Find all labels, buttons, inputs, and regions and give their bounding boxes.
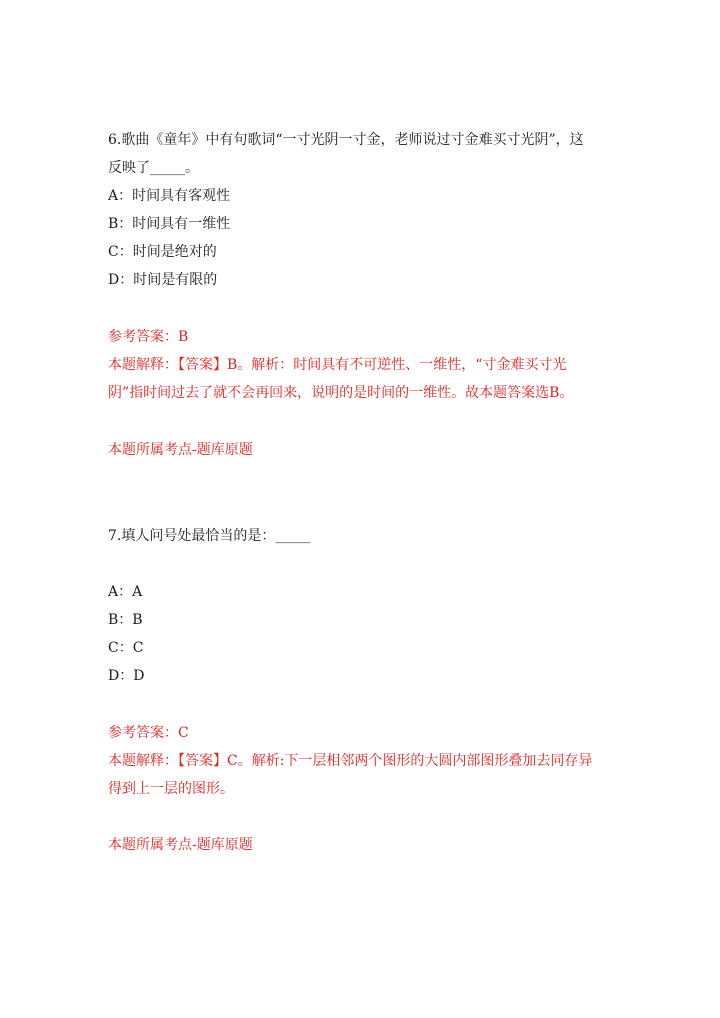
explanation-line: 本题解释：【答案】B。解析：时间具有不可逆性、一维性，“寸金难买寸光 [108,357,567,373]
option-b: B：时间具有一维性 [108,216,231,232]
option-a: A：时间具有客观性 [108,188,231,204]
question-source: 本题所属考点-题库原题 [108,837,253,853]
explanation-line: 本题解释：【答案】C。解析:下一层相邻两个图形的大圆内部图形叠加去同存异 [108,753,593,769]
question-stem-line: 7.填人问号处最恰当的是：_____ [108,528,311,544]
question-stem-line: 反映了_____。 [108,160,199,176]
explanation-line: 阴”指时间过去了就不会再回来，说明的是时间的一维性。故本题答案选B。 [108,385,574,401]
question-stem-line: 6.歌曲《童年》中有句歌词“一寸光阴一寸金，老师说过寸金难买寸光阴”，这 [108,132,584,148]
reference-answer: 参考答案：B [108,329,189,345]
option-c: C：C [108,640,144,656]
option-c: C：时间是绝对的 [108,244,217,260]
option-d: D：D [108,668,145,684]
option-b: B：B [108,612,143,628]
question-source: 本题所属考点-题库原题 [108,442,253,458]
option-a: A：A [108,584,143,600]
reference-answer: 参考答案：C [108,725,189,741]
option-d: D：时间是有限的 [108,272,218,288]
explanation-line: 得到上一层的图形。 [108,781,234,797]
